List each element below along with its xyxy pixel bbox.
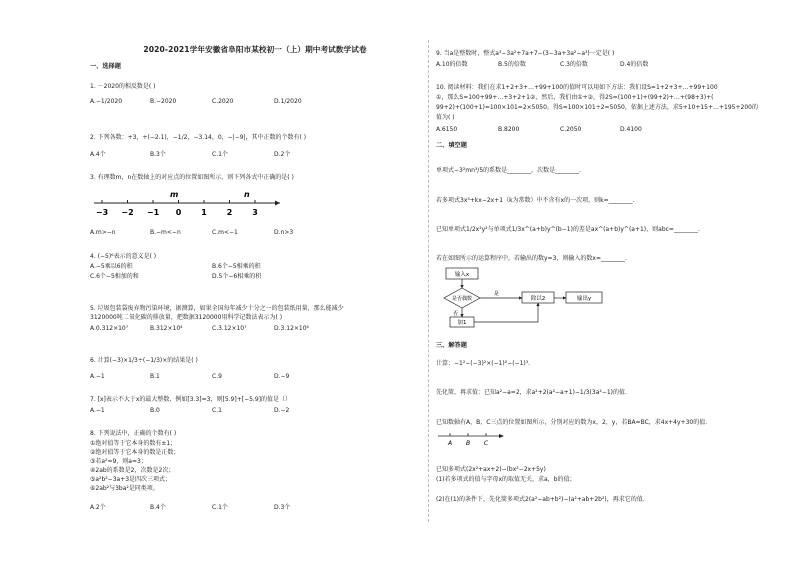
option-5b: B.312×10⁴ xyxy=(150,325,183,332)
option-9c: C.3的倍数 xyxy=(560,61,588,68)
question-18-line3: (2)在(1)的条件下，先化简多项式2(a²−ab+b²)−(a²+ab+2b²)，再求它的值. xyxy=(436,496,645,503)
option-5d: D.3.12×10⁶ xyxy=(274,325,309,332)
question-15: 计算：−1²−(−3)²×(−1)²−(−1)³. xyxy=(436,360,531,367)
statement-8-3: ③若a²=9，则a=3； xyxy=(90,458,147,465)
option-8a: A.2个 xyxy=(90,504,106,511)
question-16: 先化简，再求值：已知a²−a=2，求a²+2(a²−a+1)−1/3(3a²−1)的值. xyxy=(436,389,627,396)
question-17: 已知数轴有A，B，C三点的位置如图所示，分别对应的数为x，2，y，若BA=BC，求4x+4y+30的值. xyxy=(436,419,708,426)
number-line-m-label: m xyxy=(170,190,179,199)
option-4c: C.6个−5相加的和 xyxy=(90,273,139,280)
option-5c: C.3.12×10⁷ xyxy=(212,325,247,332)
question-10-line2: ①，那么S=100+99+…+3+2+1②，然后，我们由①+②，得2S=(100+1)+(99+2)+…+(98+3)+( xyxy=(436,94,714,101)
number-line-tick-label: −3 xyxy=(95,208,109,217)
option-3d: D.n>3 xyxy=(274,229,294,236)
option-2b: B.3个 xyxy=(150,151,166,158)
section-heading-solve: 三、解答题 xyxy=(436,342,467,349)
number-line-figure xyxy=(92,189,282,219)
flow-no-label: 否 xyxy=(453,311,459,317)
question-10-line1: 10. 阅读材料：我们在求1+2+3+…+99+100的值时可以用如下方法：我们设S=1+2+3+…+99+100 xyxy=(436,84,718,91)
option-6b: B.1 xyxy=(150,373,160,380)
column-divider xyxy=(428,40,429,522)
flow-decision-label: 是否偶数 xyxy=(451,296,473,302)
option-7d: D.−2 xyxy=(274,407,290,414)
option-1a: A.−1/2020 xyxy=(90,98,123,105)
option-9d: D.4的倍数 xyxy=(620,61,649,68)
number-line-tick-label: −1 xyxy=(146,208,160,217)
option-2d: D.2个 xyxy=(274,151,291,158)
option-10a: A.6150 xyxy=(436,126,458,133)
points-line-figure xyxy=(436,431,506,449)
question-13: 已知单项式1/2x²y²与单项式1/3x^(a+b)y^(b−1)的差是ax^(a+b)y^(a+1)，则abc=________. xyxy=(436,226,700,233)
option-3c: C.m<−1 xyxy=(212,229,238,236)
option-8b: B.4个 xyxy=(150,504,166,511)
statement-8-4: ④2ab的系数是2，次数是2次； xyxy=(90,467,175,474)
section-heading-choice: 一、选择题 xyxy=(90,63,121,70)
question-10-line4: 值为( ) xyxy=(436,114,455,121)
page-title: 2020-2021学年安徽省阜阳市某校初一（上）期中考试数学试卷 xyxy=(143,45,367,54)
question-4: 4. (−5)⁶表示的意义是( ) xyxy=(90,253,157,260)
number-line-tick-label: 0 xyxy=(175,208,182,217)
statement-8-1: ①绝对值等于它本身的数有±1； xyxy=(90,440,177,447)
number-line-tick-label: 3 xyxy=(252,208,258,217)
option-7b: B.0 xyxy=(150,407,160,414)
option-1c: C.2020 xyxy=(212,98,234,105)
question-11: 单项式−3²mn³/5的系数是________，次数是________. xyxy=(436,167,582,174)
option-7c: C.1 xyxy=(212,407,222,414)
point-label: B xyxy=(465,440,471,447)
number-line-tick-label: 1 xyxy=(201,208,207,217)
option-6a: A.−1 xyxy=(90,373,105,380)
option-6d: D.−9 xyxy=(274,373,290,380)
option-10d: D.4100 xyxy=(620,126,642,133)
option-9a: A.10的倍数 xyxy=(436,61,468,68)
option-7a: A.−1 xyxy=(90,407,105,414)
section-heading-fill: 二、填空题 xyxy=(436,142,467,149)
option-8d: D.3个 xyxy=(274,504,291,511)
option-5a: A.0.312×10⁷ xyxy=(90,325,129,332)
option-2c: C.1个 xyxy=(212,151,228,158)
option-1d: D.1/2020 xyxy=(274,98,302,105)
question-9: 9. 当a是整数时，整式a³−3a²+7a+7−(3−3a+3a²−a³)一定是( ) xyxy=(436,50,615,57)
flow-output-label: 输出y xyxy=(576,296,592,302)
question-5-line2: 3120000吨二氧化碳的排放量，把数据3120000用科学记数法表示为( ) xyxy=(90,314,283,321)
question-18-line1: 已知多项式(2x²+ax+2)−(bx²−2x+5y) xyxy=(436,466,546,473)
question-18-line2: (1)若多项式的值与字母x的取值无关，求a，b的值； xyxy=(436,476,576,483)
option-4d: D.5个−6相乘的积 xyxy=(212,273,262,280)
question-14: 若在如图所示的运算程序中，若输出的数y=3，则输入的数x=________. xyxy=(436,255,627,262)
option-9b: B.5的倍数 xyxy=(498,61,526,68)
question-7: 7. [x]表示不大于x的最大整数，例如[3.3]=3，则[5.9]+[−5.9]的值是（） xyxy=(90,396,291,403)
option-10b: B.8200 xyxy=(498,126,520,133)
question-6: 6. 计算(−3)×1/3÷(−1/3)×的结果是( ) xyxy=(90,357,198,364)
question-2: 2. 下列各数：+3，+(−2.1)，−1/2，−3.14，0，−|−9|，其中正数的个数有( ) xyxy=(90,134,307,141)
option-4a: A.−5乘以6的积 xyxy=(90,263,133,270)
point-label: C xyxy=(483,440,489,447)
flow-yes-label: 是 xyxy=(494,291,500,297)
flowchart-figure xyxy=(436,266,616,330)
option-4b: B.6个−5相乘的积 xyxy=(212,263,261,270)
flow-input-label: 输入x xyxy=(454,272,470,278)
option-3b: B.−m<−n xyxy=(150,229,181,236)
points-line-ticks xyxy=(447,433,489,447)
question-10-line3: 99+2)+(100+1)=100×101=2×5050。得S=100×101÷2=5050，依据上述方法，求5+10+15+…+195+200的 xyxy=(436,104,758,111)
number-line-tick-label: 2 xyxy=(226,208,233,217)
option-1b: B.−2020 xyxy=(150,98,177,105)
flow-add-label: 加1 xyxy=(457,320,467,326)
option-2a: A.4个 xyxy=(90,151,106,158)
statement-8-2: ②绝对值等于它本身的数是正数； xyxy=(90,449,180,456)
point-label: A xyxy=(447,440,453,447)
question-1: 1. －2020的相反数是( ) xyxy=(90,83,156,90)
question-3: 3. 有理数m，n在数轴上的对应点的位置如图所示，则下列各式中正确的是( ) xyxy=(90,174,294,181)
question-5-line1: 5. 垃圾包装袋废弃物污染环境，据测算，如果全国每年减少十分之一的包装纸用量，那么能减少 xyxy=(90,305,344,312)
option-10c: C.2050 xyxy=(560,126,582,133)
question-12: 若多项式3x³+kx−2x+1（k为常数）中不含有x的一次项，则k=________. xyxy=(436,197,635,204)
flow-divide-label: 除以2 xyxy=(530,296,546,302)
question-8: 8. 下列说法中，正确的个数有( ) xyxy=(90,430,177,437)
option-6c: C.9 xyxy=(212,373,222,380)
option-3a: A.m>−n xyxy=(90,229,116,236)
number-line-n-label: n xyxy=(244,190,250,199)
option-8c: C.1个 xyxy=(212,504,228,511)
statement-8-6: ⑥2ab²与3ba²是同类项。 xyxy=(90,485,159,492)
statement-8-5: ⑤a²b²−3a+3是四次三项式； xyxy=(90,476,172,483)
number-line-tick-label: −2 xyxy=(121,208,134,217)
